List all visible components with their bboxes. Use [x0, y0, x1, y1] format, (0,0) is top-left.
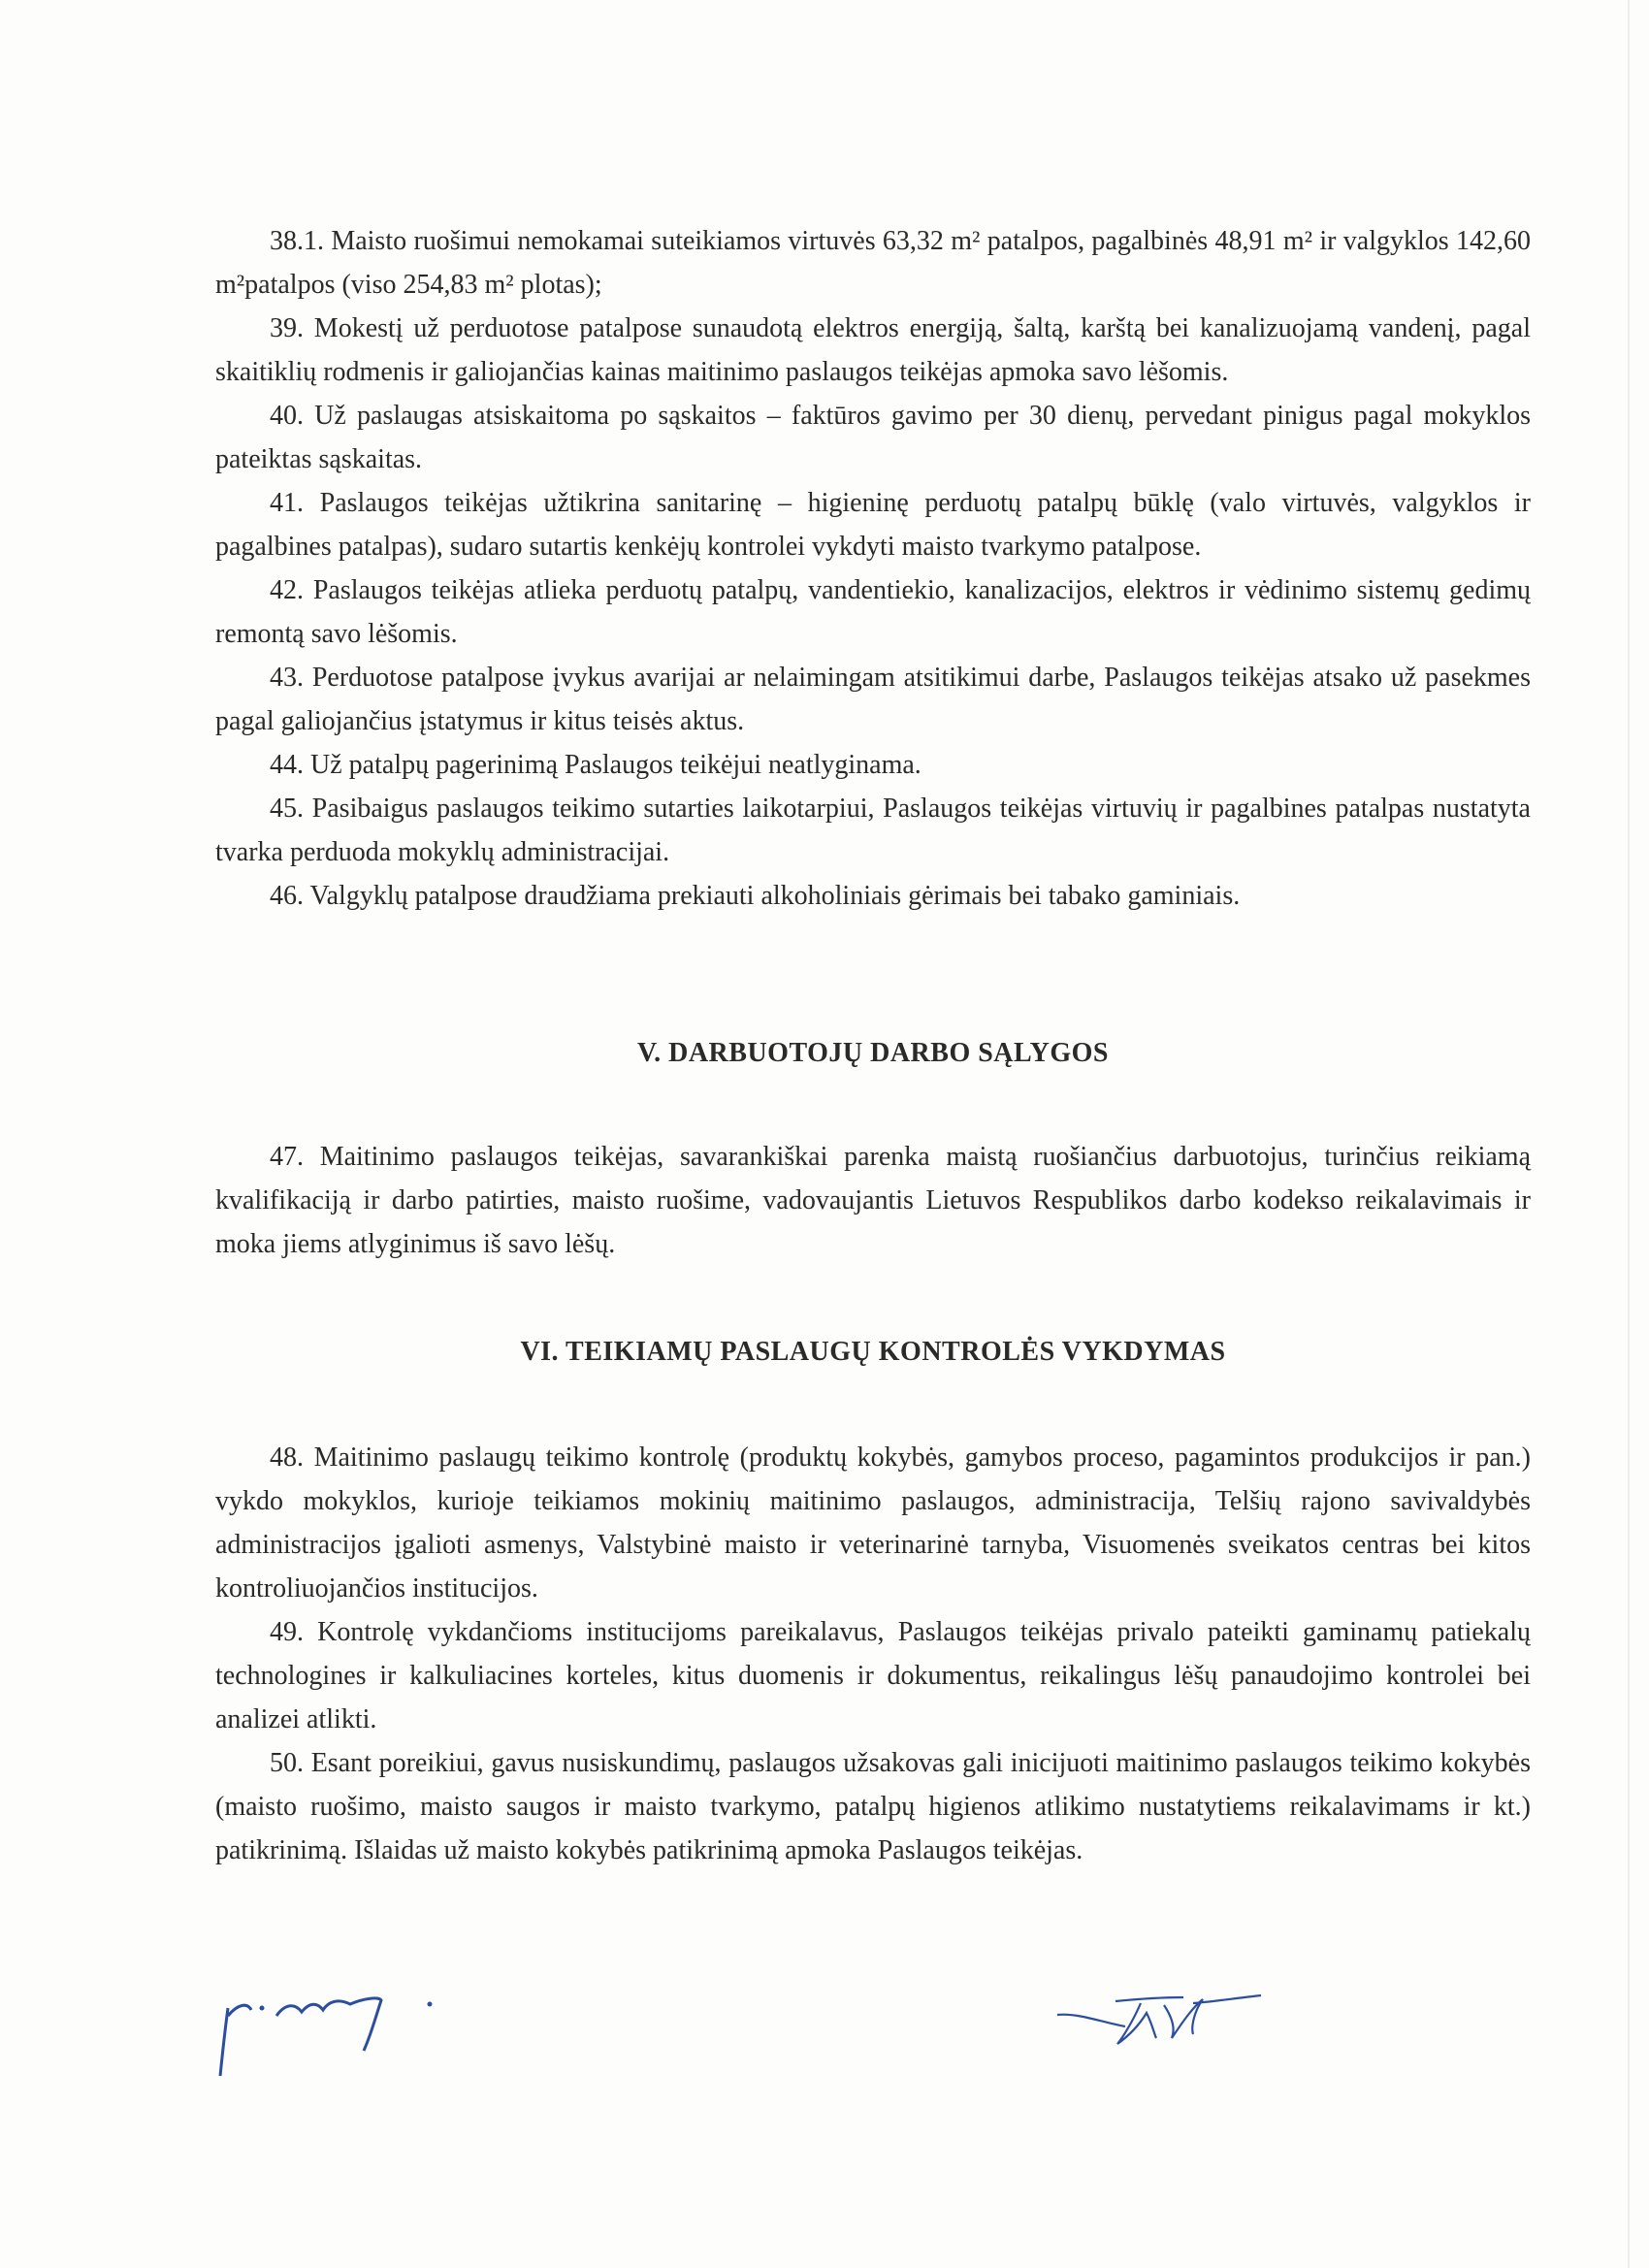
paragraph-50: 50. Esant poreikiui, gavus nusiskundimų, paslaugos užsakovas gali inicijuoti maitinimo paslaugos teikimo kokybės (maisto ruošimo, maisto saugos ir maisto tvarkymo, patalpų higienos atlikimo nustatytiems reikalavimams ir kt.) patikrinimą. Išlaidas už maisto kokybės patikrinimą apmoka Paslaugos teikėjas.	[215, 1748, 1531, 1865]
signature-left	[209, 1979, 451, 2086]
paragraph-39: 39. Mokestį už perduotose patalpose sunaudotą elektros energiją, šaltą, karštą bei kanalizuojamą vandenį, pagal skaitiklių rodmenis ir galiojančias kainas maitinimo paslaugos teikėjas apmoka savo lėšomis.	[215, 313, 1531, 387]
section-iv-continuation	[215, 219, 1531, 918]
signature-right	[1048, 1974, 1271, 2061]
paragraph-49: 49. Kontrolę vykdančioms institucijoms pareikalavus, Paslaugos teikėjas privalo pateikti gaminamų patiekalų technologines ir kalkuliacines korteles, kitus duomenis ir dokumentus, reikalingus lėšų panaudojimo kontrolei bei analizei atlikti.	[215, 1617, 1531, 1734]
paragraph-38-1: 38.1. Maisto ruošimui nemokamai suteikiamos virtuvės 63,32 m² patalpos, pagalbinės 48,91 m² ir valgyklos 142,60 m²patalpos (viso 254,83 m² plotas);	[215, 226, 1531, 300]
section-v-heading: V. DARBUOTOJŲ DARBO SĄLYGOS	[637, 1038, 1109, 1068]
paragraph-43: 43. Perduotose patalpose įvykus avarijai ar nelaimingam atsitikimui darbe, Paslaugos teikėjas atsako už pasekmes pagal galiojančius įstatymus ir kitus teisės aktus.	[215, 663, 1531, 736]
paragraph-48: 48. Maitinimo paslaugų teikimo kontrolę (produktų kokybės, gamybos proceso, pagamintos produkcijos ir pan.) vykdo mokyklos, kurioje teikiamos mokinių maitinimo paslaugos, administracija, Telšių rajono savivaldybės administracijos įgalioti asmenys, Valstybinė maisto ir veterinarinė tarnyba, Visuomenės sveikatos centras bei kitos kontroliuojančios institucijos.	[215, 1442, 1531, 1604]
paragraph-40: 40. Už paslaugas atsiskaitoma po sąskaitos – faktūros gavimo per 30 dienų, pervedant pinigus pagal mokyklos pateiktas sąskaitas.	[215, 401, 1531, 474]
paragraph-45: 45. Pasibaigus paslaugos teikimo sutarties laikotarpiui, Paslaugos teikėjas virtuvių ir pagalbines patalpas nustatyta tvarka perduoda mokyklų administracijai.	[215, 794, 1531, 867]
section-v-body	[215, 1135, 1531, 1266]
section-vi-body	[215, 1436, 1531, 1872]
paragraph-42: 42. Paslaugos teikėjas atlieka perduotų patalpų, vandentiekio, kanalizacijos, elektros ir vėdinimo sistemų gedimų remontą savo lėšomis.	[215, 575, 1531, 649]
paragraph-47: 47. Maitinimo paslaugos teikėjas, savarankiškai parenka maistą ruošiančius darbuotojus, turinčius reikiamą kvalifikaciją ir darbo patirties, maisto ruošime, vadovaujantis Lietuvos Respublikos darbo kodekso reikalavimais ir moka jiems atlyginimus iš savo lėšų.	[215, 1142, 1531, 1259]
scan-edge	[1628, 0, 1630, 2268]
paragraph-41: 41. Paslaugos teikėjas užtikrina sanitarinę – higieninę perduotų patalpų būklę (valo virtuvės, valgyklos ir pagalbines patalpas), sudaro sutartis kenkėjų kontrolei vykdyti maisto tvarkymo patalpose.	[215, 488, 1531, 562]
paragraph-44: 44. Už patalpų pagerinimą Paslaugos teikėjui neatlyginama.	[270, 750, 922, 780]
paragraph-46: 46. Valgyklų patalpose draudžiama prekiauti alkoholiniais gėrimais bei tabako gaminiais.	[270, 881, 1241, 911]
section-vi-heading: VI. TEIKIAMŲ PASLAUGŲ KONTROLĖS VYKDYMAS	[520, 1337, 1226, 1367]
